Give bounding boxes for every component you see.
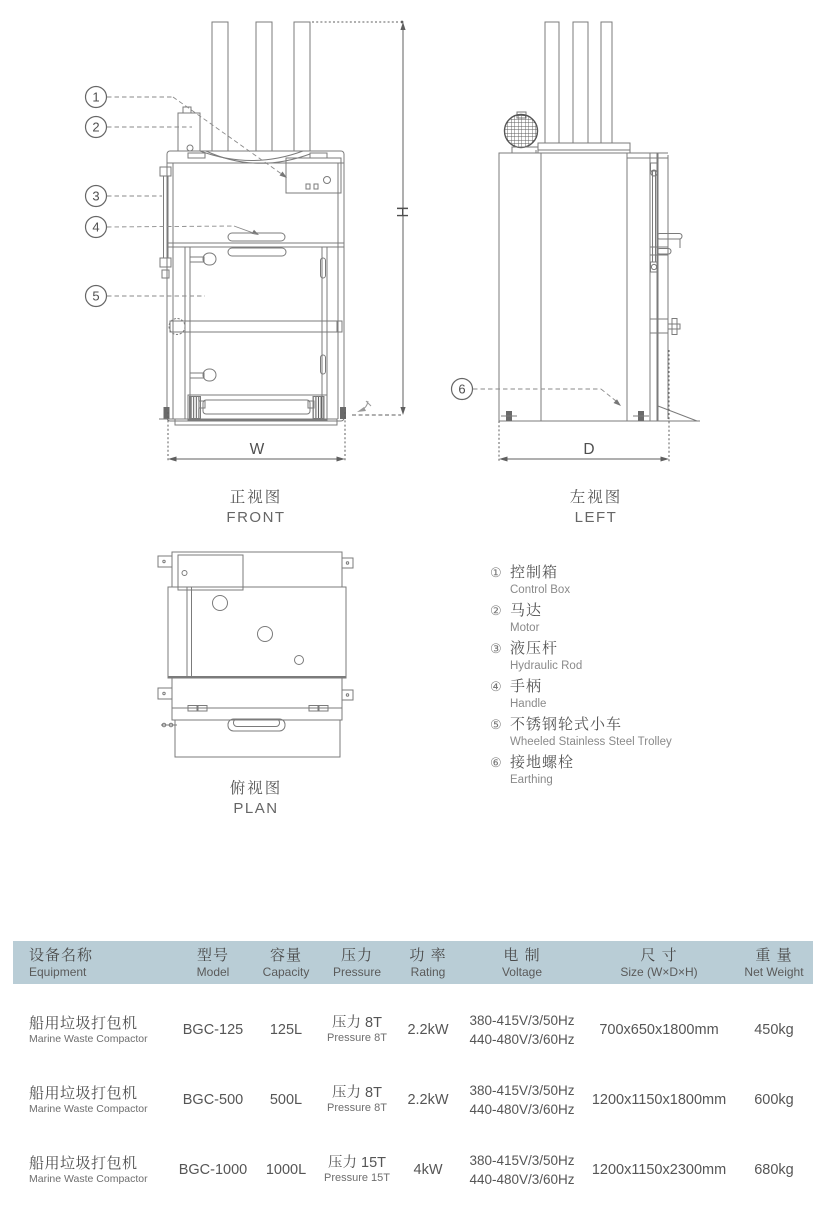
legend-item-handle [490,677,820,711]
spec-table-header [13,941,813,984]
header-rating [395,941,461,984]
cell-size: 1200x1150x1800mm [591,1092,727,1108]
dim-height-label: H [393,206,410,218]
callout-6: 6 [458,381,466,397]
legend-item-trolley [490,715,820,749]
table-row-bgc-1000 [13,1135,813,1205]
spec-table-body [13,995,813,1205]
cell-pressure [319,1085,395,1115]
spec-table [13,941,813,1205]
header-voltage-en: Voltage [501,964,543,979]
callout-arrowheads [252,172,622,407]
header-size-en: Size (W×D×H) [620,964,698,979]
cell-weight: 450kg [754,1022,794,1038]
voltage-line2: 440-480V/3/60Hz [469,1172,575,1187]
left-view-label [506,489,686,527]
cell-size: 700x650x1800mm [599,1022,719,1038]
cell-equipment [13,1084,173,1116]
parts-legend [490,563,820,791]
cell-rating: 2.2kW [407,1022,449,1038]
equipment-en: Marine Waste Compactor [29,1103,148,1115]
left-view-drawing [499,22,700,421]
table-row-bgc-125 [13,995,813,1065]
legend-item-motor [490,601,820,635]
cell-capacity: 125L [269,1022,303,1038]
header-net-weight [735,941,813,984]
cell-capacity: 1000L [265,1162,307,1178]
legend-en-6: Earthing [510,774,553,786]
plan-view-drawing [158,552,353,757]
header-equipment-cn: 设备名称 [29,946,94,964]
legend-item-control-box [490,563,820,597]
callout-2: 2 [92,119,100,135]
header-net-weight-cn: 重 量 [755,946,793,964]
table-row-bgc-500 [13,1065,813,1135]
legend-cn-3: 液压杆 [510,640,559,657]
pressure-cn: 压力 8T [332,1015,382,1031]
voltage-line1: 380-415V/3/50Hz [469,1013,575,1028]
cell-pressure [319,1015,395,1045]
header-net-weight-en: Net Weight [744,964,804,979]
header-rating-en: Rating [410,964,446,979]
left-view-title-cn: 左视图 [569,489,623,506]
legend-en-1: Control Box [510,584,571,596]
header-capacity-cn: 容量 [269,946,302,964]
legend-en-4: Handle [510,698,547,710]
cell-voltage [461,1011,583,1049]
equipment-en: Marine Waste Compactor [29,1173,148,1185]
cell-weight: 680kg [754,1162,794,1178]
header-model [173,941,253,984]
voltage-line1: 380-415V/3/50Hz [469,1153,575,1168]
plan-view-title-en: PLAN [233,800,279,817]
callout-4: 4 [92,219,100,235]
voltage-line2: 440-480V/3/60Hz [469,1032,575,1047]
legend-num-5: ⑤ [490,716,502,732]
header-pressure [319,941,395,984]
legend-cn-2: 马达 [510,602,543,619]
left-view-title-en: LEFT [574,509,618,526]
pressure-en: Pressure 15T [323,1172,391,1184]
front-view-drawing [159,22,371,425]
legend-num-1: ① [490,564,502,580]
legend-num-6: ⑥ [490,754,502,770]
header-size [583,941,735,984]
cell-voltage [461,1151,583,1189]
voltage-line1: 380-415V/3/50Hz [469,1083,575,1098]
cell-pressure [319,1155,395,1185]
voltage-line2: 440-480V/3/60Hz [469,1102,575,1117]
cell-weight: 600kg [754,1092,794,1108]
header-model-en: Model [196,964,230,979]
cell-model: BGC-1000 [178,1162,248,1178]
header-capacity [253,941,319,984]
equipment-en: Marine Waste Compactor [29,1033,148,1045]
front-view-title-en: FRONT [226,509,286,526]
header-rating-cn: 功 率 [409,946,447,964]
legend-item-hydraulic-rod [490,639,820,673]
pressure-cn: 压力 15T [327,1155,386,1171]
legend-cn-6: 接地螺栓 [510,754,575,771]
legend-item-earthing [490,753,820,787]
legend-num-4: ④ [490,678,502,694]
callout-5: 5 [92,288,100,304]
header-equipment-en: Equipment [29,964,87,979]
front-view-title-cn: 正视图 [229,489,283,506]
header-pressure-en: Pressure [332,964,382,979]
header-voltage [461,941,583,984]
equipment-cn: 船用垃圾打包机 [29,1085,138,1102]
legend-en-3: Hydraulic Rod [510,660,583,672]
cell-model: BGC-125 [182,1022,244,1038]
header-voltage-cn: 电 制 [503,946,541,964]
pressure-en: Pressure 8T [327,1032,387,1044]
cell-size: 1200x1150x2300mm [591,1162,727,1178]
plan-view-title-cn: 俯视图 [229,780,283,797]
pressure-en: Pressure 8T [327,1102,387,1114]
callout-3: 3 [92,188,100,204]
cell-model: BGC-500 [182,1092,244,1108]
cell-rating: 2.2kW [407,1092,449,1108]
cell-equipment [13,1014,173,1046]
header-pressure-cn: 压力 [340,946,373,964]
legend-cn-1: 控制箱 [510,564,559,581]
plan-view-label [166,780,346,818]
cell-capacity: 500L [269,1092,303,1108]
legend-cn-5: 不锈钢轮式小车 [510,716,623,733]
dim-width-label: W [249,441,265,458]
legend-num-3: ③ [490,640,502,656]
equipment-cn: 船用垃圾打包机 [29,1155,138,1172]
pressure-cn: 压力 8T [332,1085,382,1101]
header-model-cn: 型号 [196,946,229,964]
legend-en-5: Wheeled Stainless Steel Trolley [510,736,672,748]
header-equipment [13,941,173,984]
legend-num-2: ② [490,602,502,618]
legend-cn-4: 手柄 [510,678,543,695]
cell-voltage [461,1081,583,1119]
header-capacity-en: Capacity [262,964,310,979]
front-view-label [166,489,346,527]
cell-equipment [13,1154,173,1186]
dim-depth-label: D [583,441,595,458]
header-size-cn: 尺 寸 [640,946,678,964]
equipment-cn: 船用垃圾打包机 [29,1015,138,1032]
callout-1: 1 [92,89,100,105]
cell-rating: 4kW [413,1162,443,1178]
legend-en-2: Motor [510,622,540,634]
